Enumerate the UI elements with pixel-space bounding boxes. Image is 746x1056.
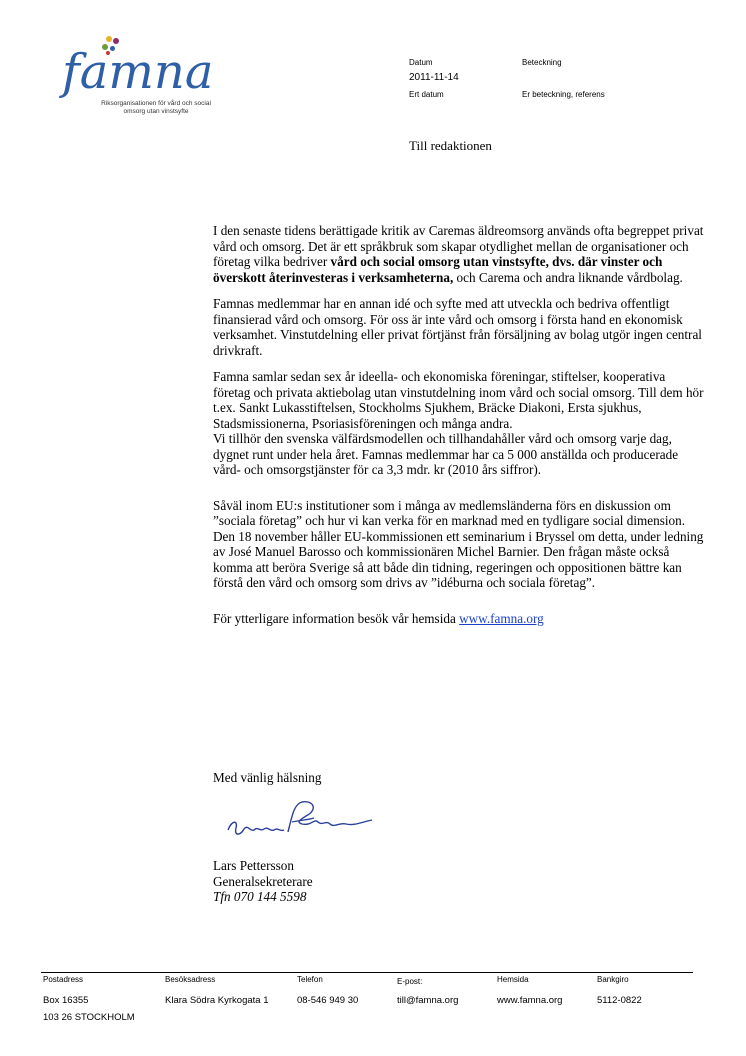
hemsida-value: www.famna.org	[497, 995, 563, 1006]
reference-label: Beteckning	[522, 58, 562, 67]
date-value: 2011-11-14	[409, 72, 459, 83]
epost-label: E-post:	[397, 977, 423, 986]
postadress-line2: 103 26 STOCKHOLM	[43, 1012, 135, 1023]
your-date-label: Ert datum	[409, 90, 444, 99]
logo-tagline: Riksorganisationen för vård och social omsorg utan vinstsyfte	[101, 100, 211, 115]
paragraph: Vi tillhör den svenska välfärdsmodellen och tillhandahåller vård och omsorg varje dag, dygnet runt under hela året. Famnas medlemmar har ca 5 000 anställda och producerade vård- och omsorgstjänster för ca 3,3 mdr. kr (2010 års siffror).	[213, 431, 679, 477]
signer-title: Generalsekreterare	[213, 873, 313, 889]
signer-phone: Tfn 070 144 5598	[213, 889, 307, 904]
date-label: Datum	[409, 58, 433, 67]
paragraph: För ytterligare information besök vår hemsida www.famna.org	[213, 610, 544, 626]
handwritten-signature	[222, 796, 382, 844]
closing: Med vänlig hälsning	[213, 770, 322, 785]
recipient: Till redaktionen	[409, 138, 492, 153]
your-reference-label: Er beteckning, referens	[522, 90, 605, 99]
paragraph: Famna samlar sedan sex år ideella- och ekonomiska föreningar, stiftelser, kooperativa företag och privata aktiebolag utan vinstutdelning inom vård och social omsorg. Till dem hör t.ex. Sankt Lukasstiftelsen, Stockholms Sjukhem, Bräcke Diakoni, Ersta sjukhus, Stadsmissionerna, Psoriasisföreningen och många andra.	[213, 369, 704, 431]
signer-block	[213, 858, 313, 905]
letter-body	[213, 223, 705, 637]
paragraph: I den senaste tidens berättigade kritik av Caremas äldreomsorg används ofta begreppet privat vård och omsorg. Det är ett språkbruk som skapar otydlighet mellan de organisationer och företag vilka bedriver vård och social omsorg utan vinstsyfte, dvs. där vinster och överskott återinvesteras i verksamheterna, och Carema och andra liknande vårdbolag.	[213, 223, 704, 285]
besoksadress-label: Besöksadress	[165, 975, 216, 984]
bankgiro-value: 5112-0822	[597, 995, 642, 1006]
telefon-value: 08-546 949 30	[297, 995, 359, 1006]
hemsida-label: Hemsida	[497, 975, 529, 984]
postadress-label: Postadress	[43, 975, 84, 984]
postadress-line1: Box 16355	[43, 995, 89, 1006]
famna-logo	[62, 34, 222, 124]
bold-emphasis: vård och social omsorg utan vinstsyfte, dvs. där vinster och överskott återinvesteras i verksamheterna,	[213, 254, 663, 285]
logo-wordmark: famna	[62, 44, 214, 100]
paragraph: Såväl inom EU:s institutioner som i många av medlemsländerna förs en diskussion om ”sociala företag” och hur vi kan verka för en marknad med en tydligare social dimension. Den 18 november håller EU-kommissionen ett seminarium i Bryssel om detta, under ledning av José Manuel Barosso och kommissionären Michel Barnier. Den frågan måste också komma att beröra Sverige så att både din tidning, regeringen och oppositionen bättre kan förstå den vård och omsorg som drivs av ”idéburna och sociala företag”.	[213, 497, 704, 590]
logo-dot	[106, 36, 112, 42]
website-link[interactable]: www.famna.org	[459, 610, 544, 626]
besoksadress-value: Klara Södra Kyrkogata 1	[165, 995, 269, 1006]
epost-value: till@famna.org	[397, 995, 459, 1006]
bankgiro-label: Bankgiro	[597, 975, 629, 984]
signer-name: Lars Pettersson	[213, 858, 294, 873]
telefon-label: Telefon	[297, 975, 323, 984]
footer-divider	[41, 972, 693, 973]
paragraph: Famnas medlemmar har en annan idé och syfte med att utveckla och bedriva offentligt finansierad vård och omsorg. För oss är inte vård och omsorg i första hand en ekonomisk verksamhet. Vinstutdelning eller privat förtjänst från försäljning av bolag utgör ingen central drivkraft.	[213, 296, 702, 358]
